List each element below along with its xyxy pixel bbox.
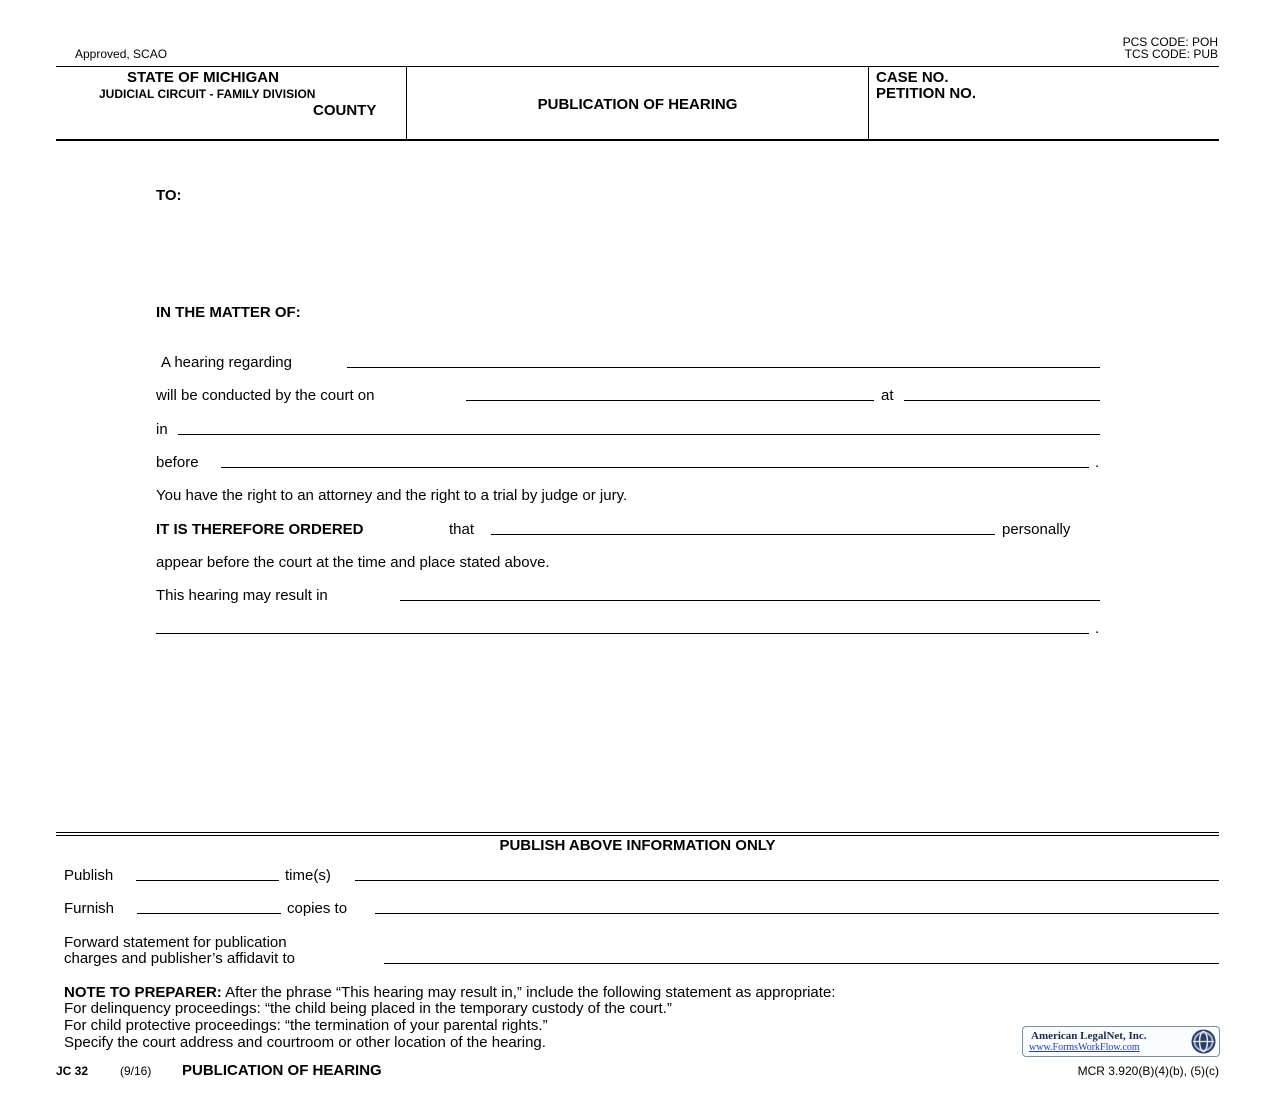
forward-label-1: Forward statement for publication — [64, 934, 287, 951]
matter-label: IN THE MATTER OF: — [156, 304, 301, 321]
footer-form-no: JC 32 — [56, 1064, 89, 1078]
hearing-time-field[interactable] — [904, 384, 1100, 401]
forward-to-field[interactable] — [384, 947, 1219, 964]
footer-rule: MCR 3.920(B)(4)(b), (5)(c) — [1077, 1064, 1219, 1078]
case-no-label: CASE NO. — [876, 69, 949, 86]
may-result-field-2[interactable] — [156, 617, 1089, 634]
publish-rule-2 — [56, 835, 1219, 836]
may-result-label: This hearing may result in — [156, 587, 328, 604]
county-label: COUNTY — [313, 102, 377, 119]
conducted-on-label: will be conducted by the court on — [156, 387, 375, 404]
publish-count-field[interactable] — [136, 864, 279, 881]
pcs-code: PCS CODE: POH — [1122, 35, 1218, 49]
may-result-field-1[interactable] — [400, 584, 1100, 601]
before-judge-field[interactable] — [221, 451, 1089, 468]
logo-url-link[interactable]: www.FormsWorkFlow.com — [1029, 1042, 1140, 1053]
in-label: in — [156, 421, 168, 438]
furnish-label: Furnish — [64, 900, 115, 917]
to-label: TO: — [156, 187, 182, 204]
circuit-label: JUDICIAL CIRCUIT - FAMILY DIVISION — [99, 87, 316, 101]
note-line-1-text: After the phrase “This hearing may result in,” include the following statement as appropriate: — [221, 984, 836, 1001]
hearing-date-field[interactable] — [466, 384, 874, 401]
header-top-rule — [56, 66, 1219, 67]
footer-title: PUBLICATION OF HEARING — [182, 1062, 382, 1079]
before-period: . — [1095, 454, 1100, 471]
at-label: at — [881, 387, 894, 404]
ordered-party-field[interactable] — [491, 518, 995, 535]
hearing-location-field[interactable] — [178, 418, 1100, 435]
ordered-that-label: that — [449, 521, 475, 538]
hearing-regarding-field[interactable] — [347, 351, 1100, 368]
publication-name-field[interactable] — [355, 864, 1219, 881]
publish-label: Publish — [64, 867, 114, 884]
tcs-code: TCS CODE: PUB — [1124, 47, 1218, 61]
publish-rule-1 — [56, 832, 1219, 833]
furnish-count-field[interactable] — [137, 897, 281, 914]
header-bottom-rule — [56, 139, 1219, 141]
hearing-regarding-label: A hearing regarding — [161, 354, 292, 371]
note-line-1 — [64, 984, 835, 1001]
forward-label-2: charges and publisher’s affidavit to — [64, 950, 295, 967]
globe-icon — [1190, 1028, 1217, 1055]
note-label: NOTE TO PREPARER: — [64, 984, 222, 1001]
may-result-period: . — [1095, 620, 1100, 637]
header-divider-2 — [868, 67, 869, 140]
form-title: PUBLICATION OF HEARING — [537, 96, 738, 113]
copies-to-field[interactable] — [375, 897, 1219, 914]
times-label: time(s) — [285, 867, 331, 884]
ordered-label: IT IS THEREFORE ORDERED — [156, 521, 364, 538]
personally-label: personally — [1002, 521, 1071, 538]
state-label: STATE OF MICHIGAN — [127, 69, 279, 86]
publish-heading: PUBLISH ABOVE INFORMATION ONLY — [499, 837, 776, 854]
american-legalnet-logo[interactable] — [1022, 1026, 1220, 1057]
note-line-4: Specify the court address and courtroom or other location of the hearing. — [64, 1034, 546, 1051]
right-to-attorney-text: You have the right to an attorney and the right to a trial by judge or jury. — [156, 487, 628, 504]
appear-before-text: appear before the court at the time and place stated above. — [156, 554, 550, 571]
approved-label: Approved, SCAO — [75, 47, 168, 61]
footer-revision: (9/16) — [120, 1064, 152, 1078]
copies-to-label: copies to — [287, 900, 348, 917]
petition-no-label: PETITION NO. — [876, 85, 977, 102]
before-label: before — [156, 454, 199, 471]
note-line-2: For delinquency proceedings: “the child being placed in the temporary custody of the court.” — [64, 1000, 672, 1017]
code-block — [1123, 36, 1218, 60]
note-line-3: For child protective proceedings: “the termination of your parental rights.” — [64, 1017, 548, 1034]
logo-name: American LegalNet, Inc. — [1031, 1030, 1147, 1042]
